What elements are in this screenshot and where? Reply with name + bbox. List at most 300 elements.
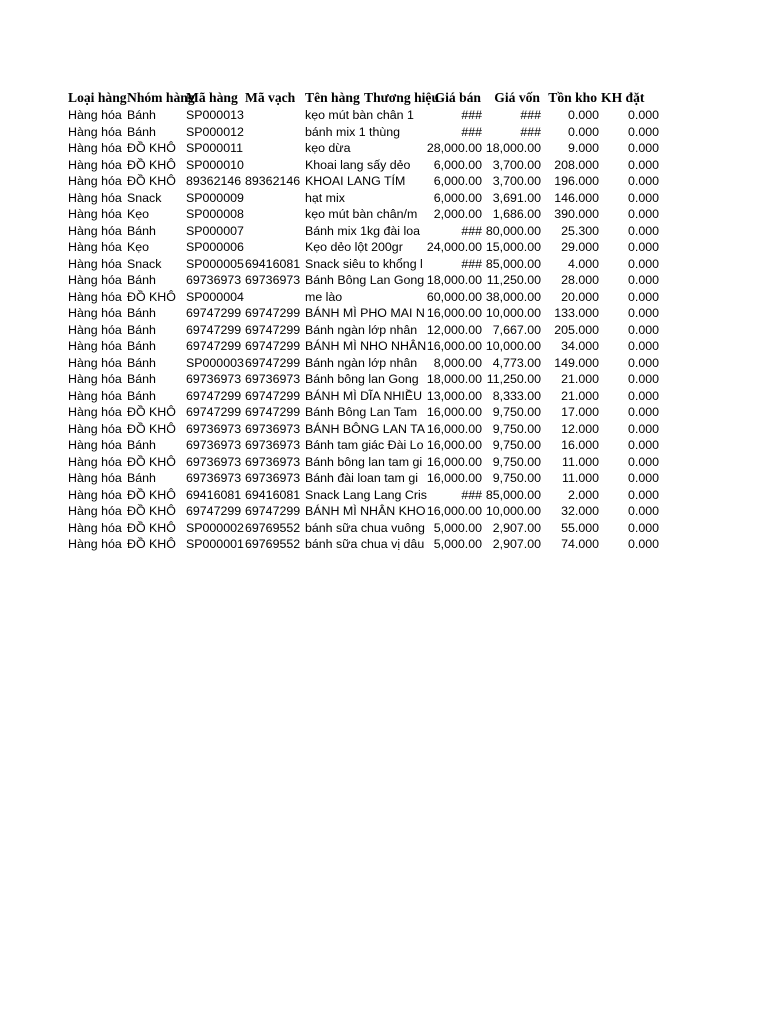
- cell-nhom-hang[interactable]: ĐỒ KHÔ: [127, 504, 176, 518]
- cell-ten-hang[interactable]: Bánh mix 1kg đài loa: [305, 223, 421, 238]
- cell-ma-vach[interactable]: 69769552: [245, 537, 301, 551]
- cell-ten-hang[interactable]: Snack Lang Lang Cris: [305, 487, 427, 502]
- cell-kh-dat[interactable]: 0.000: [627, 438, 659, 452]
- cell-kh-dat[interactable]: 0.000: [627, 256, 659, 271]
- cell-ma-vach[interactable]: [245, 157, 305, 174]
- table-row: [68, 454, 668, 471]
- cell-thuong-hieu[interactable]: [364, 272, 423, 289]
- cell-ton-kho[interactable]: 208.000: [554, 157, 599, 172]
- cell-nhom-hang[interactable]: ĐỒ KHÔ: [127, 289, 176, 304]
- cell-nhom-hang[interactable]: Bánh: [127, 471, 156, 485]
- cell-nhom-hang[interactable]: Bánh: [127, 108, 156, 122]
- cell-gia-von[interactable]: 9,750.00: [492, 421, 541, 436]
- cell-thuong-hieu[interactable]: [364, 338, 423, 355]
- cell-gia-ban[interactable]: ###: [461, 223, 482, 238]
- cell-gia-ban[interactable]: 24,000.00: [426, 240, 482, 254]
- cell-thuong-hieu[interactable]: [364, 503, 423, 520]
- cell-ma-vach[interactable]: [245, 206, 305, 223]
- cell-thuong-hieu[interactable]: [364, 487, 423, 504]
- cell-thuong-hieu[interactable]: [364, 421, 423, 438]
- cell-kh-dat[interactable]: 0.000: [627, 421, 659, 436]
- cell-kh-dat[interactable]: 0.000: [627, 520, 659, 535]
- cell-ten-hang[interactable]: BÁNH MÌ PHO MAI N: [305, 306, 425, 320]
- header-row: [68, 89, 668, 107]
- cell-thuong-hieu[interactable]: [364, 371, 423, 388]
- table-row: [68, 157, 668, 174]
- cell-nhom-hang[interactable]: ĐỒ KHÔ: [127, 537, 176, 551]
- cell-ma-hang[interactable]: SP000003: [186, 355, 244, 370]
- cell-ten-hang[interactable]: BÁNH BÔNG LAN TA: [305, 421, 426, 436]
- cell-ten-hang[interactable]: Bánh bông lan Gong: [305, 372, 419, 386]
- cell-nhom-hang[interactable]: ĐỒ KHÔ: [127, 174, 176, 188]
- cell-ton-kho[interactable]: 29.000: [561, 240, 599, 254]
- cell-kh-dat[interactable]: 0.000: [627, 141, 659, 155]
- cell-ma-hang[interactable]: SP000007: [186, 223, 244, 238]
- cell-ton-kho[interactable]: 20.000: [561, 289, 599, 304]
- cell-ten-hang[interactable]: Bánh đài loan tam gi: [305, 471, 418, 485]
- cell-nhom-hang[interactable]: Snack: [127, 190, 162, 205]
- cell-ton-kho[interactable]: 9.000: [567, 141, 599, 155]
- cell-ton-kho[interactable]: 34.000: [561, 339, 599, 353]
- cell-ma-hang[interactable]: 69416081: [186, 487, 242, 502]
- cell-ton-kho[interactable]: 17.000: [561, 405, 599, 419]
- cell-gia-von[interactable]: ###: [520, 124, 541, 139]
- cell-ma-hang[interactable]: SP000004: [186, 289, 244, 304]
- cell-ten-hang[interactable]: hạt mix: [305, 190, 345, 205]
- table-row: [68, 503, 668, 520]
- cell-gia-ban[interactable]: 18,000.00: [426, 372, 482, 386]
- cell-nhom-hang[interactable]: ĐỒ KHÔ: [127, 454, 176, 469]
- cell-gia-von[interactable]: 85,000.00: [485, 256, 541, 271]
- cell-ten-hang[interactable]: Bánh tam giác Đài Lo: [305, 438, 424, 452]
- cell-kh-dat[interactable]: 0.000: [627, 504, 659, 518]
- cell-gia-von[interactable]: 38,000.00: [485, 289, 541, 304]
- cell-ten-hang[interactable]: Khoai lang sấy dẻo: [305, 157, 411, 172]
- cell-ma-vach[interactable]: [245, 190, 305, 207]
- cell-kh-dat[interactable]: 0.000: [627, 190, 659, 205]
- header-gia-von[interactable]: Giá vốn: [494, 90, 540, 105]
- cell-thuong-hieu[interactable]: [364, 305, 423, 322]
- cell-thuong-hieu[interactable]: [364, 536, 423, 553]
- cell-gia-von[interactable]: 10,000.00: [485, 504, 541, 518]
- cell-thuong-hieu[interactable]: [364, 223, 423, 240]
- cell-thuong-hieu[interactable]: [364, 454, 423, 471]
- cell-ten-hang[interactable]: KHOAI LANG TÍM: [305, 174, 406, 188]
- cell-ton-kho[interactable]: 390.000: [554, 207, 599, 221]
- cell-gia-ban[interactable]: 6,000.00: [433, 190, 482, 205]
- header-ten-hang[interactable]: Tên hàng: [305, 90, 360, 105]
- cell-ton-kho[interactable]: 12.000: [561, 421, 599, 436]
- cell-kh-dat[interactable]: 0.000: [627, 108, 659, 122]
- cell-gia-von[interactable]: 3,700.00: [492, 174, 541, 188]
- cell-ton-kho[interactable]: 32.000: [561, 504, 599, 518]
- cell-thuong-hieu[interactable]: [364, 140, 423, 157]
- cell-gia-von[interactable]: 9,750.00: [492, 438, 541, 452]
- cell-loai-hang[interactable]: Hàng hóa: [68, 322, 122, 337]
- cell-nhom-hang[interactable]: Bánh: [127, 306, 156, 320]
- cell-ton-kho[interactable]: 4.000: [567, 256, 599, 271]
- cell-ten-hang[interactable]: Snack siêu to khổng l: [305, 256, 423, 271]
- cell-ton-kho[interactable]: 196.000: [554, 174, 599, 188]
- cell-kh-dat[interactable]: 0.000: [627, 372, 659, 386]
- cell-thuong-hieu[interactable]: [364, 520, 423, 537]
- cell-loai-hang[interactable]: Hàng hóa: [68, 388, 122, 403]
- cell-gia-von[interactable]: 9,750.00: [492, 405, 541, 419]
- cell-ma-vach[interactable]: 69747299: [245, 322, 301, 337]
- cell-ma-hang[interactable]: 69736973: [186, 471, 242, 485]
- cell-gia-von[interactable]: 4,773.00: [492, 355, 541, 370]
- cell-ma-vach[interactable]: [245, 140, 305, 157]
- cell-gia-von[interactable]: 80,000.00: [485, 223, 541, 238]
- cell-ten-hang[interactable]: BÁNH MÌ NHO NHÂN: [305, 339, 427, 353]
- cell-kh-dat[interactable]: 0.000: [627, 207, 659, 221]
- cell-gia-ban[interactable]: 2,000.00: [433, 207, 482, 221]
- cell-nhom-hang[interactable]: Bánh: [127, 355, 156, 370]
- cell-ton-kho[interactable]: 0.000: [567, 124, 599, 139]
- cell-nhom-hang[interactable]: Bánh: [127, 388, 156, 403]
- cell-gia-ban[interactable]: 16,000.00: [426, 405, 482, 419]
- table-row: [68, 437, 668, 454]
- header-kh-dat[interactable]: KH đặt: [601, 90, 645, 105]
- cell-ma-vach[interactable]: 69769552: [245, 520, 301, 535]
- cell-gia-ban[interactable]: 6,000.00: [433, 174, 482, 188]
- cell-kh-dat[interactable]: 0.000: [627, 388, 659, 403]
- cell-ten-hang[interactable]: Bánh ngàn lớp nhân: [305, 355, 418, 370]
- cell-thuong-hieu[interactable]: [364, 190, 423, 207]
- cell-ma-vach[interactable]: 69736973: [245, 421, 301, 436]
- cell-gia-von[interactable]: ###: [520, 108, 541, 122]
- cell-ma-vach[interactable]: 69747299: [245, 339, 301, 353]
- cell-ma-vach[interactable]: [245, 223, 305, 240]
- cell-ma-hang[interactable]: SP000001: [186, 537, 244, 551]
- header-ma-hang[interactable]: Mã hàng: [186, 90, 238, 105]
- cell-ma-vach[interactable]: 69736973: [245, 372, 301, 386]
- cell-ma-vach[interactable]: 69736973: [245, 438, 301, 452]
- cell-ma-vach[interactable]: 69416081: [245, 487, 301, 502]
- table-row: [68, 256, 668, 273]
- cell-gia-ban[interactable]: 16,000.00: [426, 306, 482, 320]
- cell-gia-von[interactable]: 9,750.00: [492, 454, 541, 469]
- cell-loai-hang[interactable]: Hàng hóa: [68, 454, 122, 469]
- cell-ma-vach[interactable]: 69736973: [245, 454, 301, 469]
- cell-ton-kho[interactable]: 74.000: [561, 537, 599, 551]
- cell-gia-von[interactable]: 18,000.00: [485, 141, 541, 155]
- cell-nhom-hang[interactable]: Bánh: [127, 273, 156, 287]
- cell-kh-dat[interactable]: 0.000: [627, 405, 659, 419]
- table-row: [68, 355, 668, 372]
- cell-ten-hang[interactable]: me lào: [305, 289, 343, 304]
- cell-kh-dat[interactable]: 0.000: [627, 487, 659, 502]
- cell-thuong-hieu[interactable]: [364, 404, 423, 421]
- cell-ton-kho[interactable]: 149.000: [554, 355, 599, 370]
- cell-gia-ban[interactable]: 13,000.00: [426, 388, 482, 403]
- cell-loai-hang[interactable]: Hàng hóa: [68, 289, 122, 304]
- cell-gia-von[interactable]: 85,000.00: [485, 487, 541, 502]
- cell-thuong-hieu[interactable]: [364, 173, 423, 190]
- table-row: [68, 470, 668, 487]
- cell-ton-kho[interactable]: 2.000: [567, 487, 599, 502]
- cell-thuong-hieu[interactable]: [364, 107, 423, 124]
- cell-ton-kho[interactable]: 16.000: [561, 438, 599, 452]
- cell-ton-kho[interactable]: 11.000: [562, 454, 599, 469]
- cell-nhom-hang[interactable]: ĐỒ KHÔ: [127, 157, 176, 172]
- cell-loai-hang[interactable]: Hàng hóa: [68, 355, 122, 370]
- cell-gia-ban[interactable]: 6,000.00: [433, 157, 482, 172]
- cell-nhom-hang[interactable]: ĐỒ KHÔ: [127, 421, 176, 436]
- cell-gia-von[interactable]: 3,700.00: [492, 157, 541, 172]
- cell-ma-hang[interactable]: SP000013: [186, 108, 244, 122]
- cell-gia-ban[interactable]: 16,000.00: [426, 438, 482, 452]
- cell-ton-kho[interactable]: 205.000: [554, 322, 599, 337]
- cell-gia-ban[interactable]: 5,000.00: [433, 520, 482, 535]
- cell-ma-vach[interactable]: [245, 107, 305, 124]
- cell-ma-hang[interactable]: SP000011: [186, 141, 243, 155]
- cell-ton-kho[interactable]: 55.000: [561, 520, 599, 535]
- cell-thuong-hieu[interactable]: [364, 239, 423, 256]
- cell-ton-kho[interactable]: 146.000: [554, 190, 599, 205]
- cell-gia-von[interactable]: 10,000.00: [485, 306, 541, 320]
- cell-thuong-hieu[interactable]: [364, 355, 423, 372]
- cell-thuong-hieu[interactable]: [364, 256, 423, 273]
- cell-nhom-hang[interactable]: Bánh: [127, 223, 156, 238]
- cell-ma-hang[interactable]: 89362146: [186, 174, 242, 188]
- cell-ma-hang[interactable]: 69747299: [186, 322, 242, 337]
- table-row: [68, 107, 668, 124]
- cell-loai-hang[interactable]: Hàng hóa: [68, 504, 122, 518]
- cell-ma-hang[interactable]: SP000009: [186, 190, 244, 205]
- cell-loai-hang[interactable]: Hàng hóa: [68, 537, 122, 551]
- cell-ma-hang[interactable]: 69736973: [186, 454, 242, 469]
- cell-ma-hang[interactable]: SP000002: [186, 520, 244, 535]
- cell-loai-hang[interactable]: Hàng hóa: [68, 487, 122, 502]
- cell-ma-hang[interactable]: SP000008: [186, 207, 244, 221]
- cell-loai-hang[interactable]: Hàng hóa: [68, 207, 122, 221]
- cell-ten-hang[interactable]: kẹo mút bàn chân/m: [305, 207, 418, 221]
- cell-ten-hang[interactable]: Kẹo dẻo lột 200gr: [305, 240, 403, 254]
- cell-gia-ban[interactable]: 16,000.00: [426, 454, 482, 469]
- table-row: [68, 388, 668, 405]
- cell-gia-von[interactable]: 8,333.00: [492, 388, 541, 403]
- cell-kh-dat[interactable]: 0.000: [627, 322, 659, 337]
- cell-ten-hang[interactable]: Bánh bông lan tam gi: [305, 454, 423, 469]
- cell-gia-ban[interactable]: 16,000.00: [426, 471, 482, 485]
- cell-loai-hang[interactable]: Hàng hóa: [68, 421, 122, 436]
- cell-nhom-hang[interactable]: Bánh: [127, 372, 156, 386]
- cell-gia-von[interactable]: 9,750.00: [492, 471, 541, 485]
- header-thuong-hieu[interactable]: Thương hiệu: [364, 90, 439, 105]
- cell-nhom-hang[interactable]: Kẹo: [127, 240, 150, 254]
- cell-gia-von[interactable]: 15,000.00: [485, 240, 541, 254]
- header-gia-ban[interactable]: Giá bán: [434, 90, 481, 105]
- cell-gia-ban[interactable]: 5,000.00: [433, 537, 482, 551]
- cell-loai-hang[interactable]: Hàng hóa: [68, 339, 122, 353]
- header-ma-vach[interactable]: Mã vạch: [245, 90, 296, 105]
- cell-ma-hang[interactable]: 69747299: [186, 388, 242, 403]
- cell-ma-vach[interactable]: 69747299: [245, 504, 301, 518]
- cell-gia-von[interactable]: 2,907.00: [492, 520, 541, 535]
- cell-kh-dat[interactable]: 0.000: [627, 537, 659, 551]
- cell-kh-dat[interactable]: 0.000: [627, 454, 659, 469]
- cell-nhom-hang[interactable]: Bánh: [127, 124, 156, 139]
- table-row: [68, 190, 668, 207]
- cell-ton-kho[interactable]: 25.300: [561, 223, 599, 238]
- cell-loai-hang[interactable]: Hàng hóa: [68, 240, 122, 254]
- cell-gia-von[interactable]: 7,667.00: [492, 322, 541, 337]
- cell-ma-vach[interactable]: 69416081: [245, 256, 301, 271]
- table-row: [68, 124, 668, 141]
- cell-ma-hang[interactable]: 69747299: [186, 339, 242, 353]
- cell-kh-dat[interactable]: 0.000: [627, 289, 659, 304]
- cell-ten-hang[interactable]: BÁNH MÌ NHÂN KHO: [305, 504, 426, 518]
- cell-ma-vach[interactable]: 69747299: [245, 388, 301, 403]
- cell-gia-ban[interactable]: 16,000.00: [426, 504, 482, 518]
- cell-ma-hang[interactable]: 69747299: [186, 306, 242, 320]
- cell-ton-kho[interactable]: 28.000: [561, 273, 599, 287]
- table-row: [68, 206, 668, 223]
- cell-ma-vach[interactable]: [245, 289, 305, 306]
- cell-gia-von[interactable]: 10,000.00: [485, 339, 541, 353]
- cell-gia-von[interactable]: 3,691.00: [492, 190, 541, 205]
- cell-ma-vach[interactable]: [245, 239, 305, 256]
- table-row: [68, 239, 668, 256]
- cell-loai-hang[interactable]: Hàng hóa: [68, 273, 122, 287]
- cell-nhom-hang[interactable]: ĐỒ KHÔ: [127, 405, 176, 419]
- cell-ten-hang[interactable]: BÁNH MÌ DĨA NHIỀU: [305, 388, 423, 403]
- cell-thuong-hieu[interactable]: [364, 470, 423, 487]
- cell-ten-hang[interactable]: Bánh Bông Lan Gong: [305, 273, 425, 287]
- cell-nhom-hang[interactable]: Bánh: [127, 339, 156, 353]
- cell-ma-hang[interactable]: SP000012: [186, 124, 244, 139]
- cell-loai-hang[interactable]: Hàng hóa: [68, 223, 122, 238]
- cell-nhom-hang[interactable]: Bánh: [127, 322, 156, 337]
- cell-ma-vach[interactable]: 69747299: [245, 405, 301, 419]
- cell-ma-hang[interactable]: 69736973: [186, 421, 242, 436]
- cell-gia-ban[interactable]: 16,000.00: [426, 421, 482, 436]
- cell-nhom-hang[interactable]: ĐỒ KHÔ: [127, 141, 176, 155]
- cell-kh-dat[interactable]: 0.000: [627, 124, 659, 139]
- cell-gia-von[interactable]: 2,907.00: [492, 537, 541, 551]
- cell-ton-kho[interactable]: 0.000: [567, 108, 599, 122]
- cell-kh-dat[interactable]: 0.000: [627, 339, 659, 353]
- cell-loai-hang[interactable]: Hàng hóa: [68, 405, 122, 419]
- cell-ma-hang[interactable]: 69747299: [186, 504, 242, 518]
- cell-thuong-hieu[interactable]: [364, 124, 423, 141]
- cell-ma-hang[interactable]: SP000006: [186, 240, 244, 254]
- cell-gia-ban[interactable]: 12,000.00: [426, 322, 482, 337]
- cell-nhom-hang[interactable]: Bánh: [127, 438, 156, 452]
- header-ton-kho[interactable]: Tồn kho: [548, 90, 597, 105]
- cell-thuong-hieu[interactable]: [364, 322, 423, 339]
- cell-gia-ban[interactable]: ###: [461, 108, 482, 122]
- cell-loai-hang[interactable]: Hàng hóa: [68, 256, 122, 271]
- cell-ten-hang[interactable]: bánh sữa chua vuông: [305, 520, 425, 535]
- cell-ma-vach[interactable]: [245, 124, 305, 141]
- cell-loai-hang[interactable]: Hàng hóa: [68, 190, 122, 205]
- cell-ma-hang[interactable]: SP000010: [186, 157, 244, 172]
- cell-loai-hang[interactable]: Hàng hóa: [68, 438, 122, 452]
- cell-ten-hang[interactable]: kẹo dừa: [305, 141, 351, 155]
- cell-loai-hang[interactable]: Hàng hóa: [68, 520, 122, 535]
- cell-ma-hang[interactable]: 69736973: [186, 372, 242, 386]
- cell-ton-kho[interactable]: 11.000: [562, 471, 599, 485]
- cell-thuong-hieu[interactable]: [364, 206, 423, 223]
- cell-ma-vach[interactable]: 69747299: [245, 355, 301, 370]
- cell-nhom-hang[interactable]: Snack: [127, 256, 162, 271]
- cell-ten-hang[interactable]: bánh sữa chua vị dâu: [305, 537, 425, 551]
- cell-gia-von[interactable]: 1,686.00: [492, 207, 541, 221]
- table-row: [68, 272, 668, 289]
- cell-kh-dat[interactable]: 0.000: [627, 223, 659, 238]
- cell-gia-von[interactable]: 11,250.00: [486, 372, 541, 386]
- spreadsheet: [68, 89, 668, 553]
- cell-loai-hang[interactable]: Hàng hóa: [68, 141, 122, 155]
- cell-gia-von[interactable]: 11,250.00: [486, 273, 541, 287]
- cell-gia-ban[interactable]: 8,000.00: [433, 355, 482, 370]
- cell-ton-kho[interactable]: 133.000: [554, 306, 599, 320]
- cell-loai-hang[interactable]: Hàng hóa: [68, 108, 122, 122]
- cell-gia-ban[interactable]: 28,000.00: [426, 141, 482, 155]
- cell-loai-hang[interactable]: Hàng hóa: [68, 157, 122, 172]
- cell-kh-dat[interactable]: 0.000: [627, 240, 659, 254]
- cell-ma-vach[interactable]: 89362146: [245, 174, 301, 188]
- cell-ten-hang[interactable]: kẹo mút bàn chân 1: [305, 108, 414, 122]
- cell-kh-dat[interactable]: 0.000: [627, 157, 659, 172]
- cell-kh-dat[interactable]: 0.000: [627, 273, 659, 287]
- cell-gia-ban[interactable]: ###: [461, 487, 482, 502]
- cell-ton-kho[interactable]: 21.000: [561, 388, 599, 403]
- cell-ma-hang[interactable]: 69747299: [186, 405, 242, 419]
- table-row: [68, 536, 668, 553]
- cell-ma-vach[interactable]: 69747299: [245, 306, 301, 320]
- cell-gia-ban[interactable]: 60,000.00: [426, 289, 482, 304]
- cell-thuong-hieu[interactable]: [364, 437, 423, 454]
- cell-ten-hang[interactable]: bánh mix 1 thùng: [305, 124, 401, 139]
- cell-thuong-hieu[interactable]: [364, 388, 423, 405]
- cell-ten-hang[interactable]: Bánh ngàn lớp nhân: [305, 322, 418, 337]
- cell-thuong-hieu[interactable]: [364, 157, 423, 174]
- table-row: [68, 338, 668, 355]
- cell-thuong-hieu[interactable]: [364, 289, 423, 306]
- table-row: [68, 404, 668, 421]
- cell-nhom-hang[interactable]: ĐỒ KHÔ: [127, 520, 176, 535]
- table-row: [68, 322, 668, 339]
- cell-ma-hang[interactable]: SP000005: [186, 256, 244, 271]
- cell-gia-ban[interactable]: ###: [461, 124, 482, 139]
- cell-gia-ban[interactable]: ###: [461, 256, 482, 271]
- cell-nhom-hang[interactable]: ĐỒ KHÔ: [127, 487, 176, 502]
- cell-loai-hang[interactable]: Hàng hóa: [68, 306, 122, 320]
- cell-loai-hang[interactable]: Hàng hóa: [68, 124, 122, 139]
- cell-kh-dat[interactable]: 0.000: [627, 471, 659, 485]
- header-nhom-hang[interactable]: Nhóm hàng: [127, 90, 195, 105]
- cell-kh-dat[interactable]: 0.000: [627, 306, 659, 320]
- cell-nhom-hang[interactable]: Kẹo: [127, 207, 150, 221]
- cell-gia-ban[interactable]: 16,000.00: [426, 339, 482, 353]
- cell-loai-hang[interactable]: Hàng hóa: [68, 372, 122, 386]
- cell-ma-vach[interactable]: 69736973: [245, 273, 301, 287]
- cell-ma-hang[interactable]: 69736973: [186, 438, 242, 452]
- cell-loai-hang[interactable]: Hàng hóa: [68, 471, 122, 485]
- cell-gia-ban[interactable]: 18,000.00: [426, 273, 482, 287]
- cell-ten-hang[interactable]: Bánh Bông Lan Tam: [305, 405, 418, 419]
- cell-kh-dat[interactable]: 0.000: [627, 355, 659, 370]
- header-loai-hang[interactable]: Loại hàng: [68, 90, 127, 105]
- cell-ma-hang[interactable]: 69736973: [186, 273, 242, 287]
- cell-loai-hang[interactable]: Hàng hóa: [68, 174, 122, 188]
- cell-ma-vach[interactable]: 69736973: [245, 471, 301, 485]
- cell-kh-dat[interactable]: 0.000: [627, 174, 659, 188]
- cell-ton-kho[interactable]: 21.000: [561, 372, 599, 386]
